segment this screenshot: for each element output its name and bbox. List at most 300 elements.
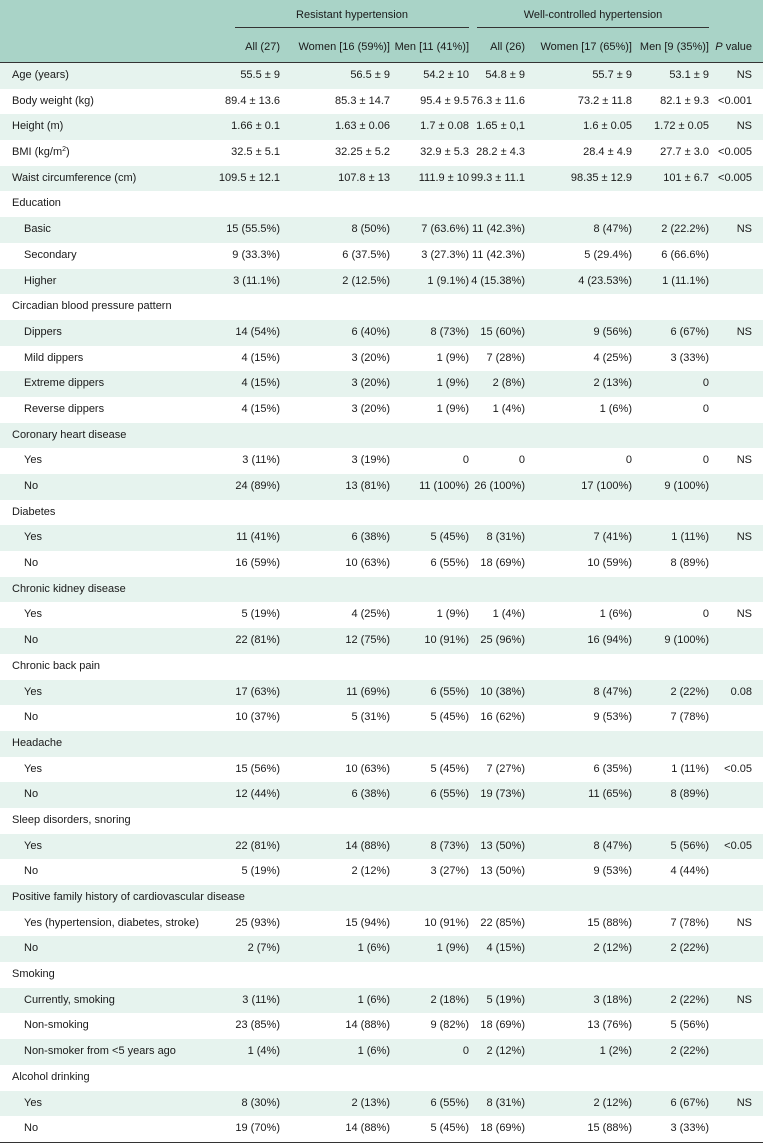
cell-p-value: <0.001 [718,94,752,107]
cell-rh-all: 15 (56%) [235,762,280,775]
cell-rh-all: 10 (37%) [235,711,280,724]
group-underline-resistant [235,27,469,28]
cell-rh-all: 14 (54%) [235,325,280,338]
cell-wc-women: 1.6 ± 0.05 [583,120,632,133]
cell-wc-women: 10 (59%) [587,557,632,570]
table-row [0,114,763,140]
cell-wc-women: 73.2 ± 11.8 [577,94,632,107]
cell-rh-men: 3 (27.3%) [421,248,469,261]
cell-wc-men: 2 (22%) [670,993,709,1006]
cell-wc-men: 6 (67%) [670,1096,709,1109]
cell-wc-women: 4 (23.53%) [578,274,632,287]
cell-rh-all: 89.4 ± 13.6 [225,94,280,107]
table-row [0,269,763,295]
cell-rh-all: 1 (4%) [247,1045,280,1058]
cell-rh-women: 85.3 ± 14.7 [335,94,390,107]
cell-rh-men: 5 (45%) [430,531,469,544]
cell-wc-all: 1 (4%) [492,402,525,415]
cell-wc-men: 0 [702,377,709,390]
cell-wc-women: 9 (53%) [593,711,632,724]
cell-rh-women: 1 (6%) [357,1045,390,1058]
row-label: No [24,480,39,492]
cell-wc-all: 4 (15.38%) [471,274,525,287]
row-label: Yes [24,685,42,698]
cell-wc-all: 22 (85%) [480,916,525,929]
cell-wc-men: 1 (11%) [671,762,709,775]
cell-wc-men: 8 (89%) [670,557,709,570]
cell-wc-men: 7 (78%) [670,711,709,724]
cell-rh-all: 4 (15%) [241,351,280,364]
table-row [0,320,763,346]
p-italic: P [715,41,723,53]
cell-p-value: NS [736,120,752,133]
cell-rh-men: 6 (55%) [430,685,469,698]
cell-rh-men: 1 (9.1%) [427,274,469,287]
cell-wc-men: 8 (89%) [670,788,709,801]
table-row [0,243,763,269]
cell-wc-women: 1 (6%) [599,608,632,621]
row-label: No [24,557,39,570]
cell-rh-women: 6 (37.5%) [342,248,390,261]
cell-wc-all: 26 (100%) [474,480,525,492]
row-label: Yes [24,608,42,621]
row-label: No [24,942,39,955]
cell-wc-women: 3 (18%) [593,993,632,1006]
cell-wc-women: 9 (53%) [593,865,632,878]
table-row [0,834,763,860]
cell-wc-all: 2 (8%) [492,377,525,390]
section-row [0,1065,763,1091]
col-header-wc-women: Women [17 (65%)] [540,41,632,53]
cell-rh-all: 32.5 ± 5.1 [231,146,280,159]
cell-wc-men: 9 (100%) [664,634,709,647]
cell-wc-men: 2 (22%) [670,942,709,955]
table-row [0,705,763,731]
cell-wc-women: 7 (41%) [593,531,632,544]
cell-rh-women: 3 (19%) [351,454,390,467]
cell-p-value: <0.005 [718,146,752,159]
cell-rh-men: 1 (9%) [436,942,469,955]
cell-rh-women: 2 (12%) [351,865,390,878]
cell-wc-all: 8 (31%) [486,1096,525,1109]
table-row [0,448,763,474]
table-row [0,63,763,89]
cell-wc-all: 2 (12%) [486,1045,525,1058]
section-label: Alcohol drinking [12,1070,90,1083]
row-label: Reverse dippers [24,402,105,415]
row-label: Yes [24,1096,42,1109]
cell-wc-men: 6 (67%) [670,325,709,338]
cell-wc-all: 11 (42.3%) [472,248,525,261]
cell-wc-all: 7 (28%) [486,351,525,364]
cell-p-value: <0.005 [718,171,752,184]
cell-rh-women: 1 (6%) [357,993,390,1006]
cell-rh-women: 4 (25%) [351,608,390,621]
table-row [0,602,763,628]
row-label-text: BMI (kg/m [12,146,63,159]
col-header-p-value [715,41,752,53]
row-label: No [24,788,39,801]
section-label: Coronary heart disease [12,428,127,441]
cell-wc-men: 1 (11.1%) [662,274,709,287]
cell-wc-all: 0 [518,454,525,467]
cell-rh-men: 1.7 ± 0.08 [420,120,469,133]
cell-wc-women: 2 (12%) [593,1096,632,1109]
cell-rh-men: 32.9 ± 5.3 [420,146,469,159]
cell-rh-all: 22 (81%) [235,634,280,647]
p-suffix: value [722,41,752,53]
cell-rh-all: 22 (81%) [235,839,280,852]
cell-p-value: NS [736,531,752,544]
section-label: Chronic kidney disease [12,582,126,595]
cell-wc-women: 5 (29.4%) [584,248,632,261]
cell-wc-men: 4 (44%) [670,865,709,878]
cell-wc-women: 9 (56%) [593,325,632,338]
row-label: No [24,711,39,724]
section-label: Education [12,197,61,210]
cell-rh-men: 1 (9%) [436,377,469,390]
cell-rh-men: 7 (63.6%) [421,223,469,236]
row-label: Non-smoker from <5 years ago [24,1045,176,1058]
cell-wc-women: 55.7 ± 9 [592,69,632,81]
cell-rh-men: 8 (73%) [430,325,469,338]
cell-rh-all: 3 (11.1%) [233,274,280,287]
section-row [0,423,763,449]
cell-rh-all: 8 (30%) [241,1096,280,1109]
row-label: Yes [24,839,42,852]
cell-wc-all: 76.3 ± 11.6 [470,94,525,107]
cell-p-value: 0.08 [730,685,752,698]
section-row [0,294,763,320]
cell-rh-men: 5 (45%) [430,762,469,775]
row-label: No [24,1122,39,1135]
cell-wc-all: 1.65 ± 0,1 [476,120,525,133]
table-row [0,680,763,706]
cell-rh-all: 1.66 ± 0.1 [231,120,280,133]
cell-rh-all: 12 (44%) [235,788,280,801]
cell-rh-men: 10 (91%) [424,634,469,647]
cell-wc-men: 6 (66.6%) [661,248,709,261]
cell-rh-women: 107.8 ± 13 [338,171,390,184]
cell-rh-women: 3 (20%) [351,377,390,390]
cell-wc-all: 28.2 ± 4.3 [476,146,525,159]
cell-rh-women: 1.63 ± 0.06 [335,120,390,133]
cell-rh-men: 95.4 ± 9.5 [420,94,469,107]
cell-rh-women: 56.5 ± 9 [350,69,390,81]
cell-wc-women: 0 [625,454,632,467]
table-row [0,859,763,885]
cell-rh-men: 6 (55%) [430,1096,469,1109]
cell-rh-women: 6 (38%) [351,531,390,544]
cell-wc-women: 1 (2%) [599,1045,632,1058]
cell-wc-men: 3 (33%) [670,1122,709,1135]
cell-rh-men: 10 (91%) [424,916,469,929]
cell-wc-men: 5 (56%) [670,1019,709,1032]
cell-p-value: <0.05 [724,762,752,775]
cell-wc-all: 25 (96%) [480,634,525,647]
cell-wc-women: 98.35 ± 12.9 [570,171,632,184]
table-row [0,628,763,654]
cell-wc-women: 2 (13%) [593,377,632,390]
cell-rh-all: 109.5 ± 12.1 [218,171,280,184]
cell-wc-women: 1 (6%) [599,402,632,415]
cell-rh-women: 15 (94%) [345,916,390,929]
row-label: Currently, smoking [24,993,115,1006]
table-row [0,217,763,243]
row-label: Basic [24,223,51,236]
cell-rh-men: 9 (82%) [430,1019,469,1032]
cell-rh-all: 11 (41%) [236,531,280,544]
row-label: Waist circumference (cm) [12,171,137,184]
cell-rh-women: 1 (6%) [357,942,390,955]
cell-wc-all: 1 (4%) [492,608,525,621]
cell-wc-men: 101 ± 6.7 [663,171,709,184]
cell-wc-all: 54.8 ± 9 [485,69,525,81]
cell-wc-men: 2 (22%) [670,1045,709,1058]
cell-wc-all: 19 (73%) [480,788,525,801]
cell-rh-men: 6 (55%) [430,788,469,801]
cell-wc-men: 0 [702,402,709,415]
section-row [0,885,763,911]
cell-p-value: NS [736,69,752,81]
group-header-resistant: Resistant hypertension [296,9,408,21]
row-label: Secondary [24,248,77,261]
section-row [0,191,763,217]
table-row [0,474,763,500]
section-label: Circadian blood pressure pattern [12,300,172,313]
cell-wc-men: 2 (22.2%) [661,223,709,236]
table-row [0,757,763,783]
cell-rh-men: 1 (9%) [436,608,469,621]
row-label: Dippers [24,325,62,338]
row-label: Yes (hypertension, diabetes, stroke) [24,916,200,929]
cell-rh-all: 2 (7%) [247,942,280,955]
cell-wc-men: 1.72 ± 0.05 [654,120,709,133]
cell-rh-all: 5 (19%) [241,608,280,621]
cell-wc-women: 8 (47%) [593,839,632,852]
cell-p-value: NS [736,223,752,236]
cell-wc-all: 7 (27%) [486,762,525,775]
cell-rh-all: 4 (15%) [241,377,280,390]
cell-rh-women: 6 (38%) [351,788,390,801]
cell-rh-men: 1 (9%) [436,402,469,415]
cell-wc-men: 0 [702,608,709,621]
col-header-wc-all: All (26) [490,41,525,53]
cell-rh-women: 10 (63%) [345,762,390,775]
row-label: Yes [24,454,42,467]
cell-wc-women: 4 (25%) [593,351,632,364]
cell-wc-all: 13 (50%) [480,865,525,878]
cell-rh-women: 3 (20%) [351,351,390,364]
col-header-rh-women: Women [16 (59%)] [298,41,390,53]
table-header [0,0,763,63]
row-label: Mild dippers [24,351,84,364]
section-label: Headache [12,736,63,749]
table-row [0,551,763,577]
cell-wc-men: 82.1 ± 9.3 [660,94,709,107]
cell-p-value: NS [736,325,752,338]
section-row [0,731,763,757]
row-label: Height (m) [12,120,64,133]
table-row [0,1013,763,1039]
table-row [0,782,763,808]
cell-wc-women: 11 (65%) [588,788,632,801]
row-label: Non-smoking [24,1019,89,1032]
table-row [0,346,763,372]
table-row [0,525,763,551]
cell-rh-men: 0 [462,454,469,467]
table-body [0,63,763,1143]
cell-rh-men: 1 (9%) [436,351,469,364]
row-label: Yes [24,762,42,775]
cell-wc-men: 53.1 ± 9 [669,69,709,81]
cell-rh-women: 10 (63%) [345,557,390,570]
cell-rh-men: 5 (45%) [430,711,469,724]
cell-wc-men: 9 (100%) [664,480,709,492]
cell-p-value: <0.05 [724,839,752,852]
cell-rh-women: 14 (88%) [345,839,390,852]
cell-wc-women: 16 (94%) [587,634,632,647]
table-row [0,1039,763,1065]
cell-wc-men: 3 (33%) [670,351,709,364]
cell-wc-all: 18 (69%) [480,1019,525,1032]
cell-rh-all: 15 (55.5%) [226,223,280,236]
table-row [0,397,763,423]
cell-wc-all: 10 (38%) [480,685,525,698]
cell-wc-men: 1 (11%) [671,531,709,544]
cell-wc-all: 11 (42.3%) [472,223,525,236]
cell-rh-women: 12 (75%) [345,634,390,647]
cell-wc-all: 4 (15%) [486,942,525,955]
section-row [0,962,763,988]
cell-wc-all: 18 (69%) [480,557,525,570]
table-row [0,1091,763,1117]
table-row [0,1116,763,1143]
cell-p-value: NS [736,1096,752,1109]
cell-rh-all: 24 (89%) [235,480,280,492]
cell-wc-all: 13 (50%) [480,839,525,852]
cell-rh-women: 5 (31%) [351,711,390,724]
table-row [0,988,763,1014]
cell-rh-men: 5 (45%) [430,1122,469,1135]
cell-rh-women: 2 (12.5%) [342,274,390,287]
cell-wc-women: 28.4 ± 4.9 [583,146,632,159]
cell-rh-men: 111.9 ± 10 [418,171,469,184]
cell-wc-all: 16 (62%) [480,711,525,724]
table-row [0,166,763,192]
cell-wc-all: 5 (19%) [486,993,525,1006]
cell-wc-men: 27.7 ± 3.0 [660,146,709,159]
cell-rh-all: 3 (11%) [242,993,280,1006]
col-header-rh-men: Men [11 (41%)] [394,41,469,53]
section-label: Sleep disorders, snoring [12,813,131,826]
cell-wc-men: 0 [702,454,709,467]
table-row [0,371,763,397]
section-row [0,500,763,526]
table-row [0,936,763,962]
row-label-end: ) [66,146,70,159]
cell-rh-women: 8 (50%) [351,223,390,236]
cell-rh-all: 17 (63%) [235,685,280,698]
table-row [0,140,763,166]
cell-rh-women: 32.25 ± 5.2 [335,146,390,159]
section-label: Chronic back pain [12,659,101,672]
cell-wc-women: 13 (76%) [587,1019,632,1032]
section-row [0,654,763,680]
cell-p-value: NS [736,608,752,621]
cell-wc-women: 15 (88%) [587,916,632,929]
cell-rh-women: 14 (88%) [345,1122,390,1135]
cell-p-value: NS [736,993,752,1006]
cell-rh-all: 3 (11%) [242,454,280,467]
section-row [0,808,763,834]
table-row [0,911,763,937]
cell-rh-all: 4 (15%) [241,402,280,415]
cell-rh-men: 54.2 ± 10 [423,69,469,81]
cell-rh-all: 9 (33.3%) [232,248,280,261]
section-label: Positive family history of cardiovascular disease [12,891,245,903]
cell-wc-women: 8 (47%) [593,685,632,698]
cell-rh-men: 8 (73%) [430,839,469,852]
cell-rh-men: 6 (55%) [430,557,469,570]
section-label: Smoking [12,968,55,981]
cell-wc-all: 15 (60%) [480,325,525,338]
cell-wc-women: 8 (47%) [593,223,632,236]
cell-wc-men: 5 (56%) [670,839,709,852]
cell-wc-all: 8 (31%) [486,531,525,544]
cell-rh-men: 3 (27%) [430,865,469,878]
cell-wc-women: 15 (88%) [587,1122,632,1135]
cell-rh-all: 23 (85%) [235,1019,280,1032]
cell-rh-men: 0 [462,1045,469,1058]
group-underline-controlled [477,27,709,28]
cell-rh-all: 19 (70%) [235,1122,280,1135]
cell-rh-men: 2 (18%) [430,993,469,1006]
cell-rh-all: 16 (59%) [235,557,280,570]
col-header-rh-all: All (27) [245,41,280,53]
cell-rh-men: 11 (100%) [419,480,469,492]
cell-rh-women: 13 (81%) [345,480,390,492]
cell-rh-women: 6 (40%) [351,325,390,338]
row-label: Yes [24,531,42,544]
cell-rh-all: 55.5 ± 9 [240,69,280,81]
row-label: Extreme dippers [24,377,105,390]
cell-wc-women: 2 (12%) [593,942,632,955]
cell-rh-women: 2 (13%) [351,1096,390,1109]
cell-rh-all: 5 (19%) [241,865,280,878]
cell-wc-women: 17 (100%) [581,480,632,492]
row-label: No [24,865,39,878]
cell-wc-all: 18 (69%) [480,1122,525,1135]
row-label: No [24,634,39,647]
cell-rh-all: 25 (93%) [235,916,280,929]
cell-rh-women: 14 (88%) [345,1019,390,1032]
cell-p-value: NS [736,916,752,929]
table-row [0,89,763,115]
cell-rh-women: 3 (20%) [351,402,390,415]
cell-wc-women: 6 (35%) [593,762,632,775]
row-label: Age (years) [12,69,69,81]
section-row [0,577,763,603]
row-label: Body weight (kg) [12,94,94,107]
cell-p-value: NS [736,454,752,467]
row-label: Higher [24,274,57,287]
section-label: Diabetes [12,505,56,518]
cell-wc-all: 99.3 ± 11.1 [470,171,525,184]
col-header-wc-men: Men [9 (35%)] [639,41,709,53]
cell-wc-men: 2 (22%) [670,685,709,698]
row-label-superscript: 2 [62,146,67,154]
